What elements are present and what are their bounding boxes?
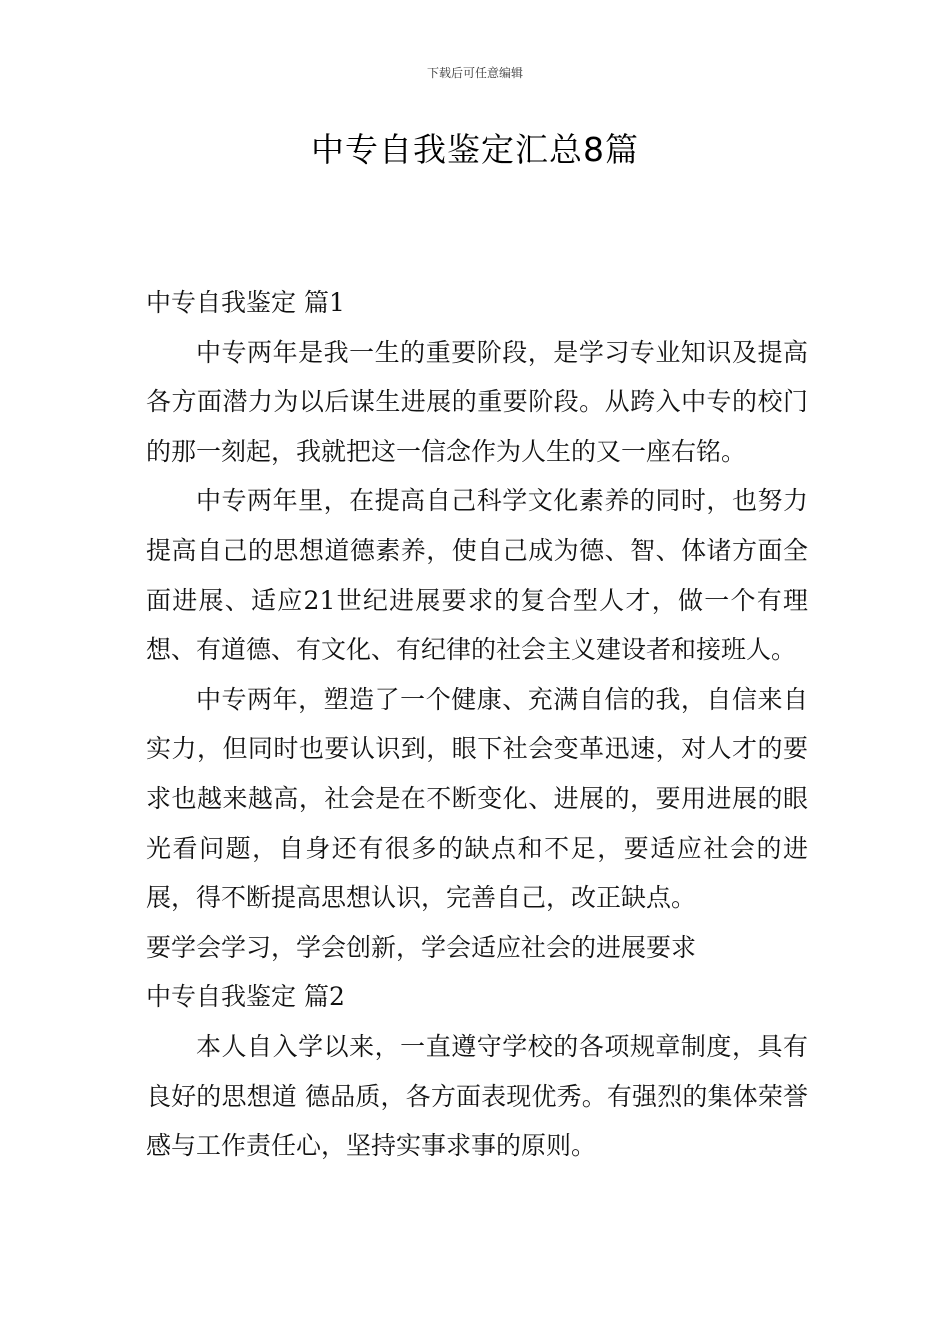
document-title: 中专自我鉴定汇总8篇 [311,130,639,169]
header-note: 下载后可任意编辑 [426,66,523,80]
document-body [146,278,808,1171]
section-heading-1: 中专自我鉴定 篇1 [146,288,345,317]
paragraph: 中专两年是我一生的重要阶段，是学习专业知识及提高各方面潜力为以后谋生进展的重要阶段。从跨入中专的校门的那一刻起，我就把这一信念作为人生的又一座右铭。 [146,337,808,466]
paragraph: 中专两年，塑造了一个健康、充满自信的我，自信来自实力，但同时也要认识到，眼下社会变革迅速，对人才的要求也越来越高，社会是在不断变化、进展的，要用进展的眼光看问题，自身还有很多的缺点和不足，要适应社会的进展，得不断提高思想认识，完善自己，改正缺点。 [146,684,808,913]
paragraph: 中专两年里，在提高自己科学文化素养的同时，也努力提高自己的思想道德素养，使自己成为德、智、体诸方面全面进展、适应21世纪进展要求的复合型人才，做一个有理想、有道德、有文化、有纪律的社会主义建设者和接班人。 [146,486,808,665]
section-heading-2: 中专自我鉴定 篇2 [146,982,345,1012]
paragraph: 要学会学习，学会创新，学会适应社会的进展要求 [146,932,697,962]
paragraph: 本人自入学以来，一直遵守学校的各项规章制度，具有良好的思想道 德品质，各方面表现优秀。有强烈的集体荣誉感与工作责任心，坚持实事求事的原则。 [146,1031,808,1161]
